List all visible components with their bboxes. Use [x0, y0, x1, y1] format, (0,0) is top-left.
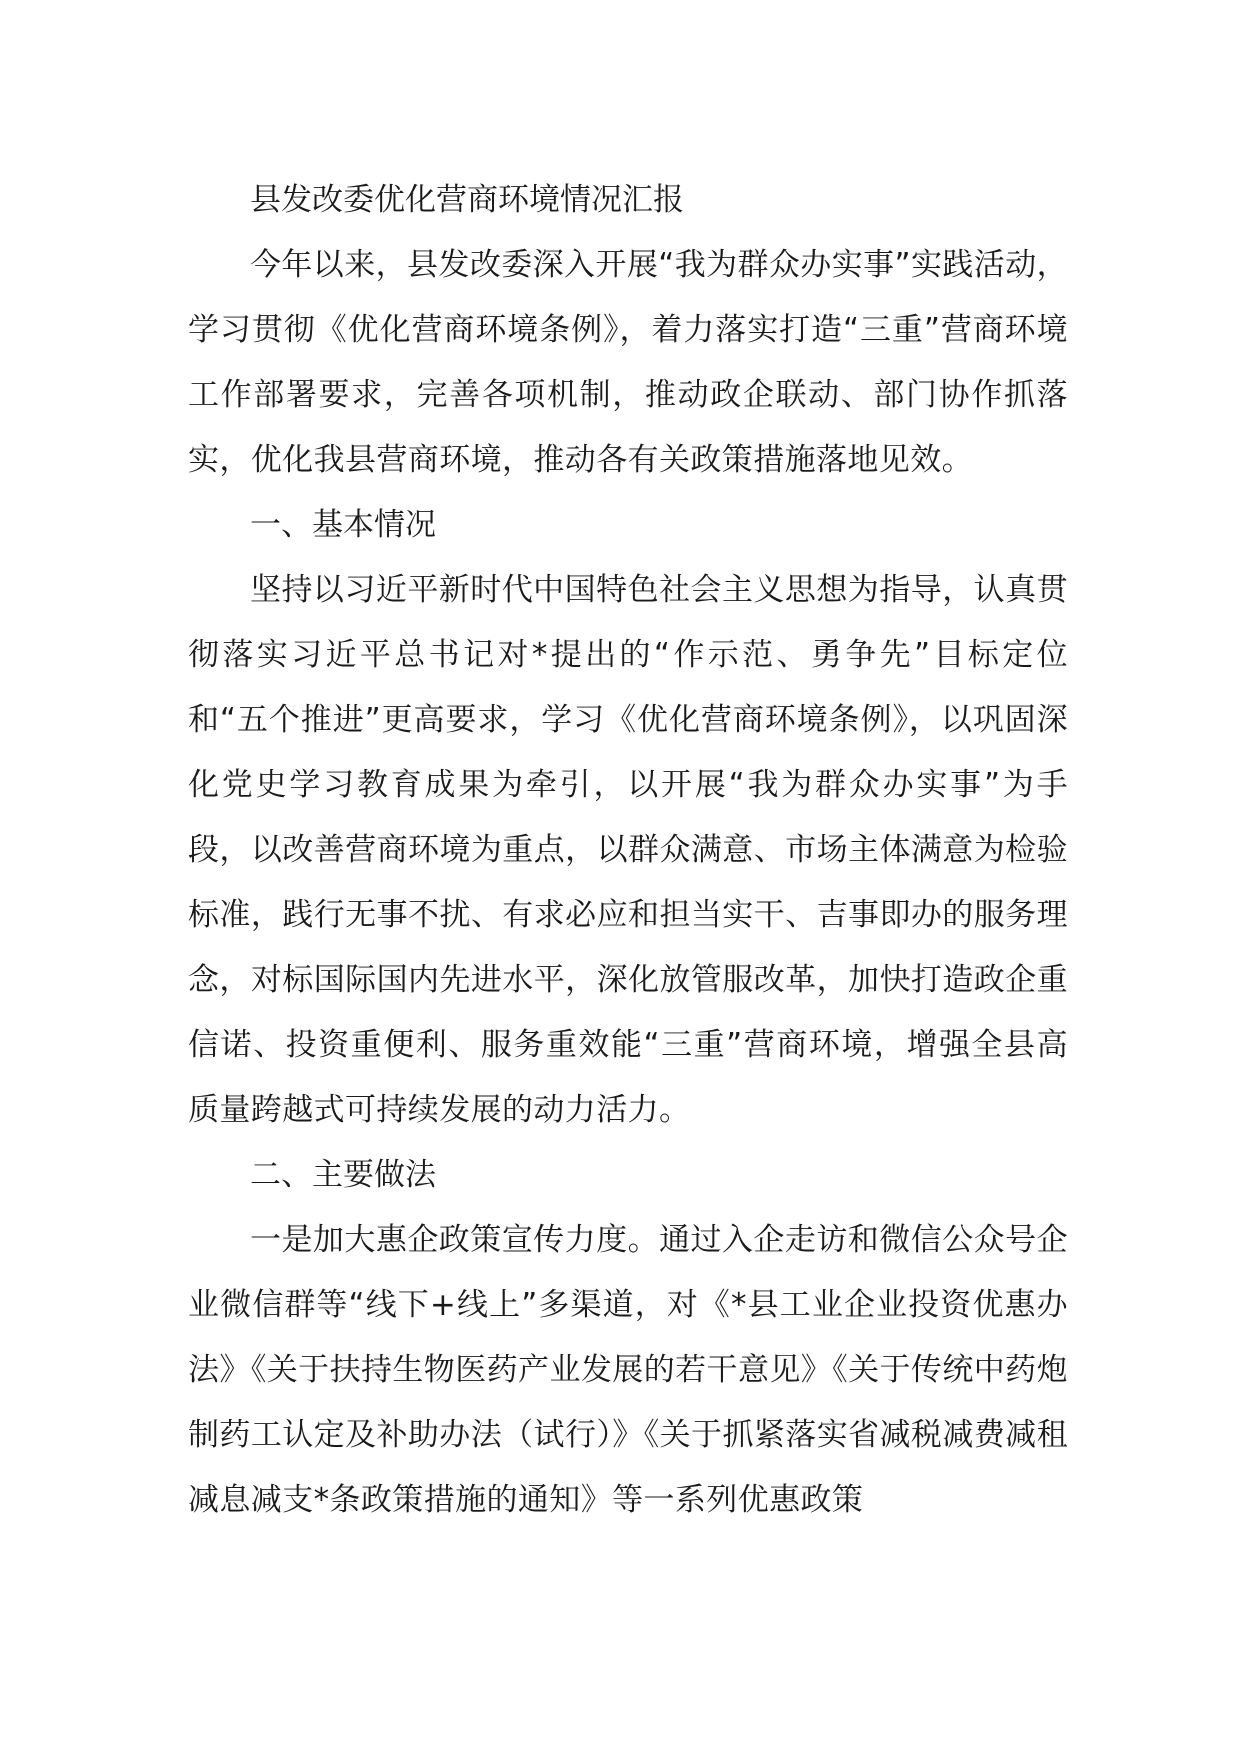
section-heading-basic-situation: 一、基本情况	[250, 507, 436, 543]
section-heading-main-practices: 二、主要做法	[250, 1157, 436, 1193]
document-title: 县发改委优化营商环境情况汇报	[250, 182, 684, 218]
basic-situation-paragraph: 坚持以习近平新时代中国特色社会主义思想为指导，认真贯彻落实习近平总书记对*提出的“作示范、勇争先”目标定位和“五个推进”更高要求，学习《优化营商环境条例》，以巩固深化党史学习教育成果为牵引，以开展“我为群众办实事”为手段，以改善营商环境为重点，以群众满意、市场主体满意为检验标准，践行无事不扰、有求必应和担当实干、吉事即办的服务理念，对标国际国内先进水平，深化放管服改革，加快打造政企重信诺、投资重便利、服务重效能“三重”营商环境，增强全县高质量跨越式可持续发展的动力活力。	[188, 572, 1068, 1128]
main-practices-paragraph: 一是加大惠企政策宣传力度。通过入企走访和微信公众号企业微信群等“线下+线上”多渠道，对《*县工业企业投资优惠办法》《关于扶持生物医药产业发展的若干意见》《关于传统中药炮制药工认定及补助办法（试行）》《关于抓紧落实省减税减费减租减息减支*条政策措施的通知》等一系列优惠政策	[188, 1222, 1068, 1518]
intro-paragraph: 今年以来，县发改委深入开展“我为群众办实事”实践活动，学习贯彻《优化营商环境条例》，着力落实打造“三重”营商环境工作部署要求，完善各项机制，推动政企联动、部门协作抓落实，优化我县营商环境，推动各有关政策措施落地见效。	[188, 247, 1068, 478]
document-body	[188, 168, 1068, 1533]
